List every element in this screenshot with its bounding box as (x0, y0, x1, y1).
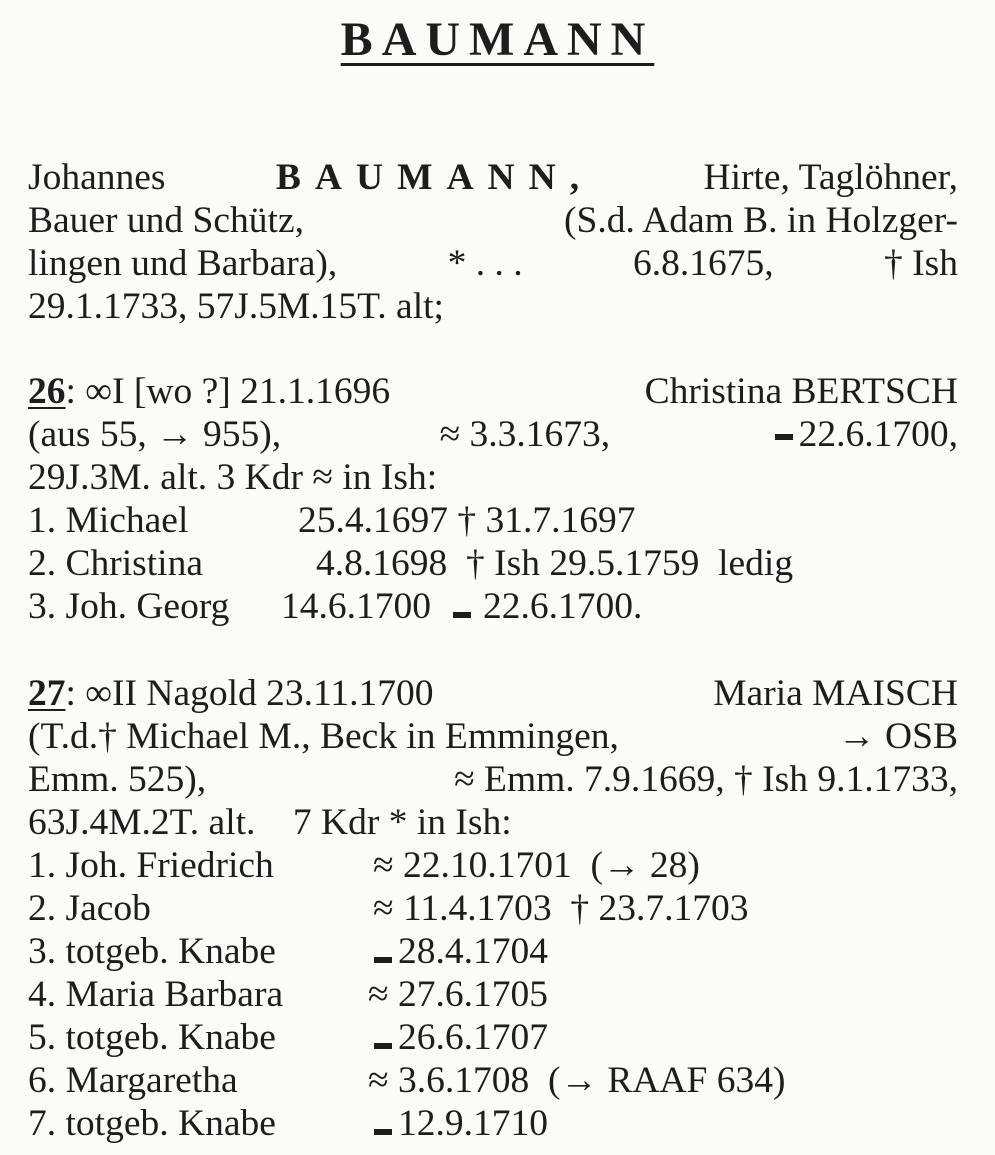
marriage-text: : ∞II Nagold 23.11.1700 (65, 673, 434, 714)
marriage-text: : ∞I [wo ?] 21.1.1696 (65, 371, 391, 412)
child-data: ≈ 27.6.1705 (368, 974, 548, 1015)
child-data: 25.4.1697 † 31.7.1697 (298, 500, 636, 541)
child-data: 14.6.1700 (281, 586, 431, 627)
child-data: ≈ 3.6.1708 (→ RAAF 634) (368, 1060, 786, 1101)
intro-given-name: Johannes (28, 157, 166, 198)
child-row (28, 887, 958, 930)
marriage-2-line-3 (28, 758, 958, 801)
marriage-text: 22.6.1700, (798, 414, 958, 455)
child-name: 5. totgeb. Knabe (28, 1017, 276, 1058)
child-row (28, 844, 958, 887)
marriage-2-line-2 (28, 715, 958, 758)
child-row (28, 1016, 958, 1059)
intro-line-1 (28, 156, 958, 199)
burial-mark-icon (374, 1129, 392, 1135)
marriage-text: → OSB (838, 716, 958, 757)
child-name: 1. Joh. Friedrich (28, 845, 274, 886)
child-data: 26.6.1707 (398, 1017, 548, 1058)
intro-text: Bauer und Schütz, (28, 200, 304, 241)
marriage-number: 26 (28, 371, 66, 412)
intro-text: (S.d. Adam B. in Holzger- (564, 200, 958, 241)
marriage-1-line-1 (28, 370, 958, 413)
marriage-number: 27 (28, 673, 66, 714)
marriage-2-line-1 (28, 672, 958, 715)
child-name: 2. Christina (28, 543, 203, 584)
intro-surname: BAUMANN, (275, 157, 594, 198)
child-data: 12.9.1710 (398, 1103, 548, 1144)
marriage-text: 29J.3M. alt. 3 Kdr ≈ in Ish: (28, 457, 438, 498)
intro-text: * . . . (447, 243, 523, 284)
marriage-text: (T.d.† Michael M., Beck in Emmingen, (28, 716, 619, 757)
child-name: 3. Joh. Georg (28, 586, 230, 627)
marriage-2 (28, 672, 958, 1145)
child-data: 22.6.1700. (483, 586, 643, 627)
child-name: 7. totgeb. Knabe (28, 1103, 276, 1144)
marriage-text: ≈ 3.3.1673, (439, 414, 611, 455)
intro-text: lingen und Barbara), (28, 243, 338, 284)
child-row (28, 973, 958, 1016)
intro-paragraph (28, 156, 958, 328)
burial-mark-icon (775, 434, 793, 440)
child-data: ≈ 11.4.1703 † 23.7.1703 (373, 888, 749, 929)
marriage-text: Emm. 525), (28, 759, 207, 800)
child-row (28, 1059, 958, 1102)
child-name: 3. totgeb. Knabe (28, 931, 276, 972)
child-data: 4.8.1698 † Ish 29.5.1759 ledig (316, 543, 794, 584)
burial-mark-icon (374, 957, 392, 963)
burial-mark-icon (374, 1043, 392, 1049)
intro-text: † Ish (884, 243, 958, 284)
child-name: 2. Jacob (28, 888, 151, 929)
child-name: 6. Margaretha (28, 1060, 238, 1101)
child-row (28, 585, 958, 628)
intro-line-2 (28, 199, 958, 242)
spouse-name: Christina BERTSCH (644, 371, 958, 412)
marriage-text: 63J.4M.2T. alt. 7 Kdr * in Ish: (28, 802, 512, 843)
child-name: 1. Michael (28, 500, 189, 541)
intro-line-3 (28, 242, 958, 285)
intro-occupation: Hirte, Taglöhner, (703, 157, 958, 198)
child-name: 4. Maria Barbara (28, 974, 284, 1015)
page-title (0, 14, 995, 67)
title-text: BAUMANN (340, 13, 655, 66)
burial-mark-icon (453, 612, 471, 618)
intro-birth-date: 6.8.1675, (633, 243, 774, 284)
intro-death-info: 29.1.1733, 57J.5M.15T. alt; (28, 286, 444, 327)
marriage-text: ≈ Emm. 7.9.1669, † Ish 9.1.1733, (454, 759, 958, 800)
intro-line-4 (28, 285, 958, 328)
marriage-text: (aus 55, → 955), (28, 414, 282, 455)
spouse-name: Maria MAISCH (713, 673, 958, 714)
child-row (28, 542, 958, 585)
child-row (28, 1102, 958, 1145)
child-row (28, 499, 958, 542)
marriage-1-line-3 (28, 456, 958, 499)
child-row (28, 930, 958, 973)
marriage-2-line-4 (28, 801, 958, 844)
marriage-1 (28, 370, 958, 628)
child-data: ≈ 22.10.1701 (→ 28) (373, 845, 700, 886)
child-data: 28.4.1704 (398, 931, 548, 972)
marriage-1-line-2 (28, 413, 958, 456)
